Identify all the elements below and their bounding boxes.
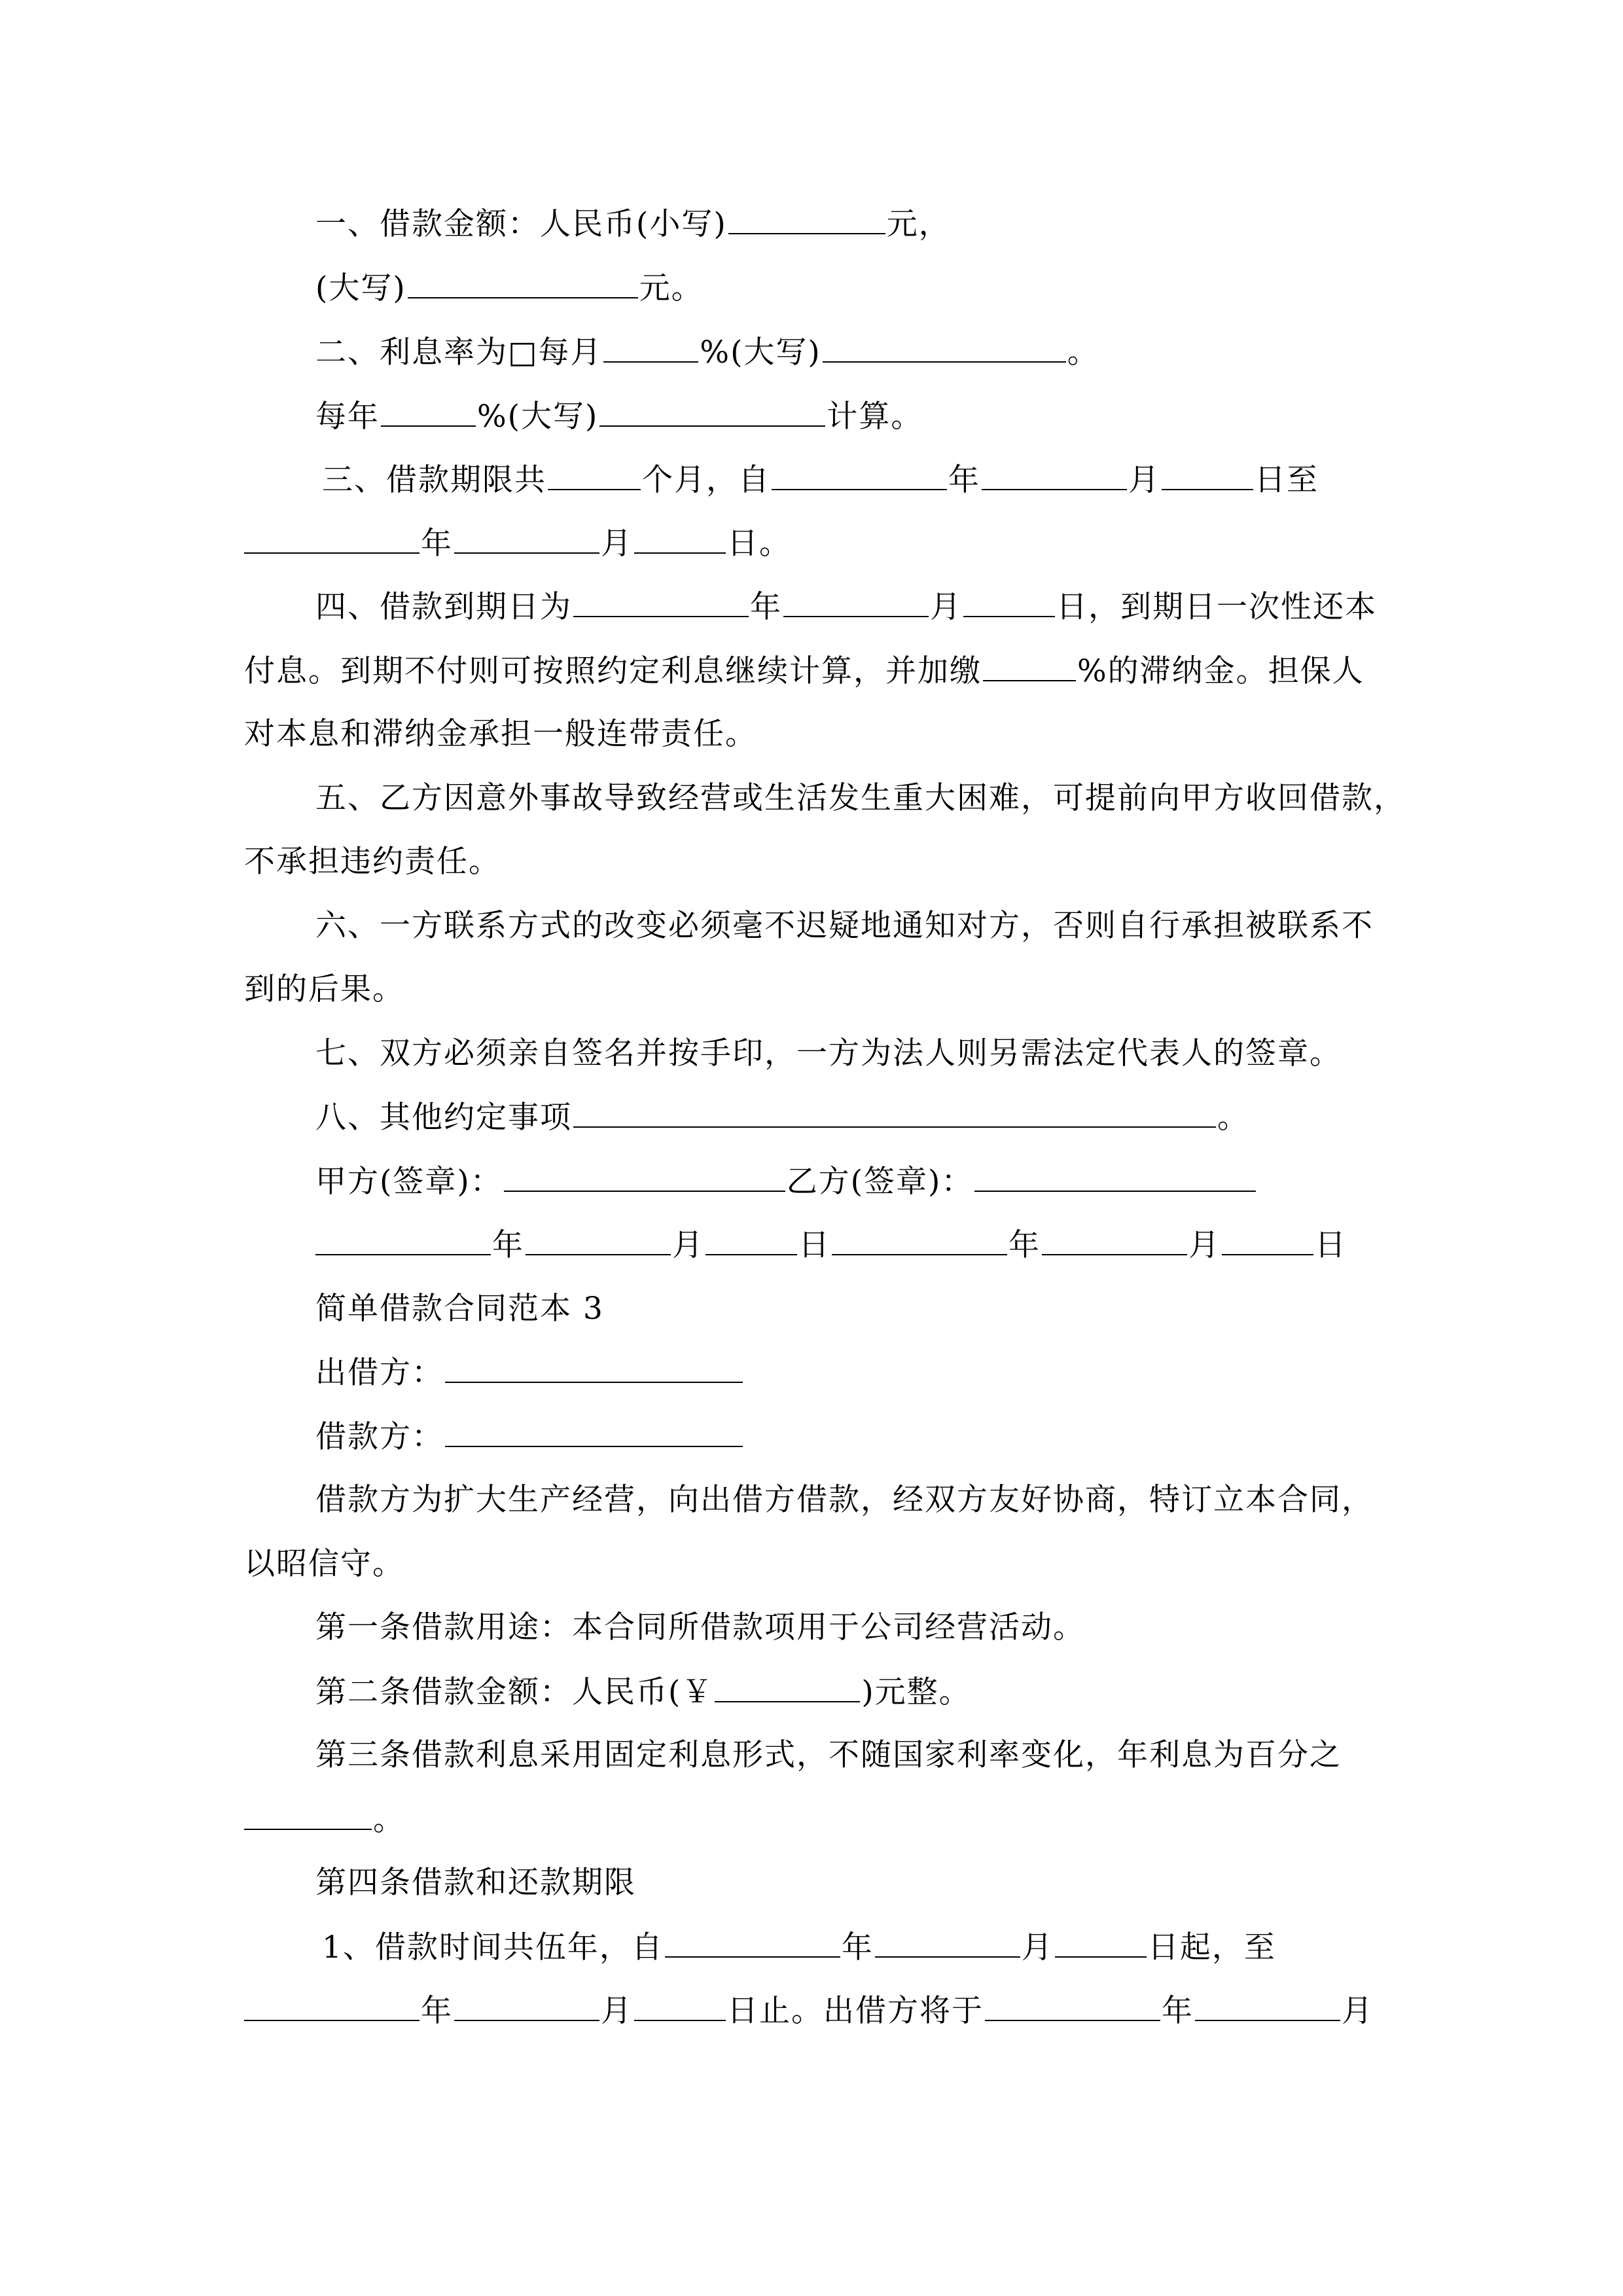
article-1: 第一条借款用途：本合同所借款项用于公司经营活动。 <box>315 1609 1085 1645</box>
clause-4-text-3: %的滞纳金。担保人 <box>1077 653 1364 689</box>
loan-amount-blank[interactable] <box>715 1672 860 1702</box>
annual-interest-blank[interactable] <box>244 1800 372 1830</box>
percent-uppercase-label-2: %(大写) <box>477 399 599 435</box>
article-4-title: 第四条借款和还款期限 <box>315 1865 636 1901</box>
day-unit: 日 <box>1315 1227 1347 1263</box>
month-unit: 月 <box>1188 1227 1221 1263</box>
late-fee-rate-blank[interactable] <box>983 651 1076 681</box>
clause-2-interest-line-1 <box>315 332 1099 372</box>
clause-3-text: 三、借款期限共 <box>322 462 546 498</box>
clause-1-amount-line-1 <box>315 204 951 243</box>
start-month-blank[interactable] <box>982 460 1127 490</box>
month-unit: 月 <box>1342 1993 1374 2029</box>
loan-end-year-blank[interactable] <box>244 1991 419 2021</box>
period-mark: 。 <box>1067 334 1099 370</box>
party-b-signature-blank[interactable] <box>974 1162 1256 1192</box>
monthly-rate-blank[interactable] <box>603 332 698 363</box>
disburse-month-blank[interactable] <box>1195 1991 1340 2021</box>
loan-end-day-blank[interactable] <box>634 1991 726 2021</box>
clause-5-line-1: 五、乙方因意外事故导致经营或生活发生重大困难，可提前向甲方收回借款， <box>315 780 1406 816</box>
due-day-blank[interactable] <box>963 587 1055 617</box>
clause-1-text: 一、借款金额：人民币(小写) <box>315 206 727 242</box>
start-year-blank[interactable] <box>772 460 947 490</box>
clause-4-due-line-2 <box>244 651 1364 691</box>
clause-1-unit: 元， <box>886 206 951 242</box>
months-blank[interactable] <box>548 460 641 490</box>
months-from-text: 个月，自 <box>642 462 770 498</box>
article-2-text: 第二条借款金额：人民币(￥ <box>315 1674 714 1710</box>
year-unit: 年 <box>1162 1993 1194 2029</box>
party-b-month-blank[interactable] <box>1042 1225 1187 1255</box>
lender-line <box>315 1353 744 1392</box>
year-unit: 年 <box>948 462 980 498</box>
day-unit: 日。 <box>727 526 791 562</box>
preamble-line-2: 以昭信守。 <box>244 1546 404 1582</box>
lender-will-text: 日止。出借方将于 <box>727 1993 984 2029</box>
template-3-title: 简单借款合同范本 3 <box>315 1291 604 1327</box>
loan-start-year-blank[interactable] <box>665 1928 840 1958</box>
year-unit: 年 <box>421 526 453 562</box>
disburse-year-blank[interactable] <box>985 1991 1160 2021</box>
start-day-blank[interactable] <box>1162 460 1253 490</box>
clause-2-interest-line-2 <box>315 397 923 436</box>
loan-start-month-blank[interactable] <box>875 1928 1020 1958</box>
clause-2-text: 二、利息率为□每月 <box>315 334 603 370</box>
clause-4-text: 四、借款到期日为 <box>315 589 572 625</box>
party-b-label: 乙方(签章)： <box>786 1164 974 1200</box>
uppercase-label: (大写) <box>315 270 406 306</box>
year-unit: 年 <box>750 589 782 625</box>
borrower-label: 借款方： <box>315 1419 444 1455</box>
clause-8-text: 八、其他约定事项 <box>315 1100 572 1136</box>
clause-4-due-line-1 <box>315 587 1377 626</box>
month-unit: 月 <box>601 526 633 562</box>
article-2-unit: )元整。 <box>861 1674 971 1710</box>
article-3-line-1: 第三条借款利息采用固定利息形式，不随国家利率变化，年利息为百分之 <box>315 1737 1342 1773</box>
period-mark: 。 <box>1217 1100 1249 1136</box>
clause-3-term-line-1 <box>322 460 1319 499</box>
article-3-line-2 <box>244 1800 405 1839</box>
monthly-rate-uppercase-blank[interactable] <box>823 332 1066 363</box>
clause-5-line-2: 不承担违约责任。 <box>244 844 501 880</box>
calc-text: 计算。 <box>827 399 923 435</box>
signature-line <box>315 1162 1257 1201</box>
loan-end-month-blank[interactable] <box>454 1991 599 2021</box>
month-unit: 月 <box>601 1993 633 2029</box>
party-b-day-blank[interactable] <box>1222 1225 1313 1255</box>
yearly-rate-uppercase-blank[interactable] <box>599 397 825 427</box>
borrower-name-blank[interactable] <box>445 1417 743 1447</box>
party-a-month-blank[interactable] <box>526 1225 671 1255</box>
clause-4-text-2: 付息。到期不付则可按照约定利息继续计算，并加缴 <box>244 653 982 689</box>
signature-date-line <box>315 1225 1347 1265</box>
month-unit: 月 <box>930 589 962 625</box>
due-year-blank[interactable] <box>573 587 749 617</box>
party-b-year-blank[interactable] <box>832 1225 1007 1255</box>
preamble-line-1: 借款方为扩大生产经营，向出借方借款，经双方友好协商，特订立本合同， <box>315 1482 1374 1518</box>
clause-6-line-1: 六、一方联系方式的改变必须毫不迟疑地通知对方，否则自行承担被联系不 <box>315 908 1374 944</box>
percent-uppercase-label: %(大写) <box>700 334 821 370</box>
article-4-item-1-line-2 <box>244 1991 1374 2030</box>
lender-name-blank[interactable] <box>445 1353 743 1383</box>
year-unit: 年 <box>841 1929 874 1965</box>
month-unit: 月 <box>1021 1929 1054 1965</box>
due-month-blank[interactable] <box>783 587 929 617</box>
party-a-label: 甲方(签章)： <box>315 1164 503 1200</box>
end-day-blank[interactable] <box>634 524 726 554</box>
period-mark: 。 <box>373 1802 405 1838</box>
clause-1-amount-line-2 <box>315 268 704 308</box>
yearly-label: 每年 <box>315 399 380 435</box>
yearly-rate-blank[interactable] <box>381 397 476 427</box>
end-year-blank[interactable] <box>244 524 419 554</box>
item-1-text: 1、借款时间共伍年，自 <box>322 1929 664 1965</box>
day-from-to-text: 日起，至 <box>1147 1929 1276 1965</box>
other-terms-blank[interactable] <box>573 1098 1216 1128</box>
article-2 <box>315 1672 971 1712</box>
clause-3-term-line-2 <box>244 524 791 563</box>
party-a-year-blank[interactable] <box>315 1225 491 1255</box>
party-a-day-blank[interactable] <box>705 1225 797 1255</box>
amount-uppercase-blank[interactable] <box>408 268 638 298</box>
year-unit: 年 <box>492 1227 524 1263</box>
year-unit: 年 <box>421 1993 453 2029</box>
borrower-line <box>315 1417 744 1456</box>
clause-4-due-line-3: 对本息和滞纳金承担一般连带责任。 <box>244 716 757 752</box>
day-unit: 日 <box>798 1227 830 1263</box>
clause-8-line <box>315 1098 1249 1137</box>
month-unit: 月 <box>1128 462 1160 498</box>
loan-start-day-blank[interactable] <box>1055 1928 1147 1958</box>
day-to-unit: 日至 <box>1255 462 1319 498</box>
lender-label: 出借方： <box>315 1355 444 1391</box>
article-4-item-1-line-1 <box>322 1928 1276 1967</box>
clause-7-line: 七、双方必须亲自签名并按手印，一方为法人则另需法定代表人的签章。 <box>315 1035 1342 1071</box>
clause-4-text-cont: 日，到期日一次性还本 <box>1056 589 1377 625</box>
party-a-signature-blank[interactable] <box>504 1162 785 1192</box>
amount-lowercase-blank[interactable] <box>728 204 885 234</box>
clause-6-line-2: 到的后果。 <box>244 971 404 1007</box>
end-month-blank[interactable] <box>454 524 599 554</box>
clause-1-unit-2: 元。 <box>639 270 704 306</box>
month-unit: 月 <box>672 1227 704 1263</box>
year-unit: 年 <box>1008 1227 1041 1263</box>
